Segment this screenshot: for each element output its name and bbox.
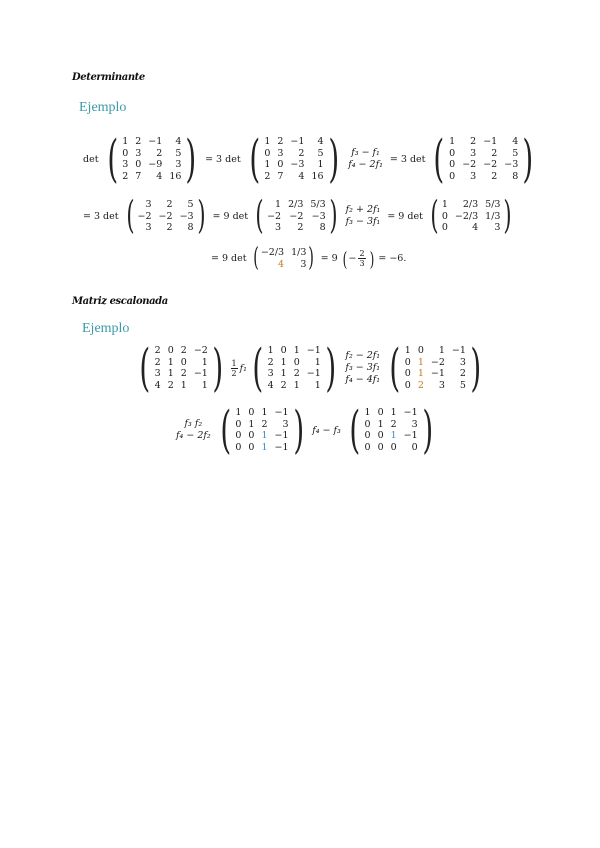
matrix-cell: 0 xyxy=(404,379,411,391)
matrix-cell: 5 xyxy=(459,379,466,391)
matrix-cell: −2 xyxy=(137,210,152,222)
matrix-cell: 2 xyxy=(264,170,271,182)
matrix-cell: 2 xyxy=(390,418,397,430)
matrix-cell: 1 xyxy=(438,345,445,356)
right-paren: ) xyxy=(329,193,338,238)
matrix-cell: 3 xyxy=(267,368,274,379)
equals-9det: = 9 det xyxy=(387,210,423,222)
matrix-cell: 7 xyxy=(135,170,142,182)
matrix-cell: 1 xyxy=(275,199,282,210)
matrix xyxy=(135,338,228,397)
matrix-cell: 0 xyxy=(167,345,174,356)
matrix-cell: −1 xyxy=(274,430,289,441)
matrix-cell: 8 xyxy=(319,222,326,233)
matrix-cell: −2 xyxy=(462,159,477,170)
example-label-1: Ejemplo xyxy=(79,100,127,115)
matrix-cell: 1 xyxy=(122,136,129,147)
row-op: f₃ − 3f₁ xyxy=(345,216,381,228)
row-op: f₄ − 2f₂ xyxy=(176,430,211,441)
matrix-cell: −3 xyxy=(504,159,519,170)
row-op: f₄ − 4f₁ xyxy=(345,374,381,385)
matrix-cell: 2 xyxy=(293,368,300,379)
matrix-cell: 0 xyxy=(280,345,287,356)
matrix-cell: −1 xyxy=(148,136,163,147)
matrix-cell: −9 xyxy=(148,159,163,170)
matrix-cell: −2 xyxy=(430,356,445,368)
matrix-cell: 1 xyxy=(261,430,268,441)
matrix-cell: 3 xyxy=(470,147,477,159)
matrix-cell: −2 xyxy=(289,210,304,222)
matrix-cell: 3 xyxy=(175,159,182,170)
matrix-cell: −2/3 xyxy=(260,247,285,258)
right-paren: ) xyxy=(308,243,315,273)
equals-9: = 9 xyxy=(320,253,338,264)
right-paren: ) xyxy=(503,193,513,238)
matrix-cell: 8 xyxy=(512,170,519,182)
matrix-cell: 2 xyxy=(154,356,161,368)
matrix-cell: 2 xyxy=(491,170,498,182)
matrix-cell: 1 xyxy=(235,407,242,418)
matrix-cell: 0 xyxy=(180,356,187,368)
matrix-cell: 1 xyxy=(264,136,271,147)
matrix-cell: 0 xyxy=(441,222,448,233)
matrix-cell: 1 xyxy=(377,418,384,430)
matrix-cell: −2 xyxy=(158,210,173,222)
matrix-cell: 0 xyxy=(135,159,142,170)
matrix-cell: 1 xyxy=(441,199,448,210)
right-paren: ) xyxy=(522,129,534,188)
matrix-cell: 1 xyxy=(248,418,255,430)
matrix-cell: 1 xyxy=(261,441,268,453)
matrix-cell: 4 xyxy=(156,170,163,182)
matrix-cell: 4 xyxy=(278,258,285,270)
matrix-cell: 1 xyxy=(293,379,300,391)
left-paren: ( xyxy=(252,243,259,273)
right-paren: ) xyxy=(422,400,433,459)
matrix-cell: 0 xyxy=(235,418,242,430)
matrix-cell: 0 xyxy=(449,170,456,182)
left-paren: ( xyxy=(389,338,401,397)
matrix-cell: 2 xyxy=(154,345,161,356)
matrix-cell: 5 xyxy=(317,147,324,159)
matrix-cell: 2 xyxy=(298,147,305,159)
matrix-cell: 2 xyxy=(180,368,187,379)
right-paren: ) xyxy=(292,400,304,459)
matrix-cell: 0 xyxy=(248,441,255,453)
matrix-cell: 3 xyxy=(438,379,445,391)
matrix-cell: 0 xyxy=(377,407,384,418)
matrix-cell: 2 xyxy=(180,345,187,356)
section-title-matriz-escalonada: Matriz escalonada xyxy=(72,296,168,307)
matrix-cell: 2 xyxy=(470,136,477,147)
section-title-determinante: Determinante xyxy=(72,72,145,83)
matrix-cell: 0 xyxy=(441,210,448,222)
matrix-cell: −3 xyxy=(290,159,305,170)
matrix-cell: 0 xyxy=(235,441,242,453)
matrix xyxy=(429,129,537,188)
matrix-cell: 1 xyxy=(201,356,208,368)
matrix-cell: 0 xyxy=(377,441,384,453)
matrix-cell: 0 xyxy=(390,441,397,453)
matrix-cell: 5/3 xyxy=(485,199,501,210)
left-paren: ( xyxy=(255,193,264,238)
matrix-cell: 2/3 xyxy=(288,199,304,210)
matrix-cell: 1 xyxy=(280,368,287,379)
matrix-cell: −3 xyxy=(179,210,194,222)
row-op: f₂ + 2f₁ xyxy=(345,204,381,216)
matrix-cell: 3 xyxy=(459,356,466,368)
matrix-cell: 0 xyxy=(122,147,129,159)
matrix-cell: 5 xyxy=(187,199,194,210)
matrix-cell: −1 xyxy=(306,368,321,379)
matrix-cell: −2/3 xyxy=(454,210,479,222)
matrix-cell: 3 xyxy=(300,258,307,270)
matrix-cell: −1 xyxy=(306,345,321,356)
matrix-cell: 1/3 xyxy=(485,210,501,222)
matrix-cell: 1 xyxy=(293,345,300,356)
left-paren: ( xyxy=(220,400,231,459)
matrix-cell: 1/3 xyxy=(291,247,307,258)
esc-equation-line-1 xyxy=(134,338,487,397)
row-op: f₄ − f₃ xyxy=(312,424,341,436)
matrix-cell: 3 xyxy=(154,368,161,379)
matrix-cell: 2 xyxy=(156,147,163,159)
matrix-cell: 3 xyxy=(122,159,129,170)
matrix-cell: 1 xyxy=(314,379,321,391)
matrix xyxy=(123,193,209,238)
row-ops xyxy=(176,418,211,442)
matrix-cell: −1 xyxy=(290,136,305,147)
matrix-cell: 16 xyxy=(311,170,324,182)
matrix-cell: 1 xyxy=(167,368,174,379)
matrix-cell: 0 xyxy=(411,441,418,453)
matrix-cell: −1 xyxy=(430,368,445,379)
det-equation-line-1 xyxy=(80,129,539,188)
matrix-cell: 0 xyxy=(235,430,242,441)
matrix xyxy=(248,338,341,397)
row-op: f₃ − f₁ xyxy=(351,147,380,158)
matrix-cell: −1 xyxy=(451,345,466,356)
matrix-cell: 1 xyxy=(364,407,371,418)
matrix xyxy=(345,400,438,459)
scale-row: f₁ xyxy=(239,362,247,374)
matrix-cell: 16 xyxy=(169,170,182,182)
equals-3det: = 3 det xyxy=(205,153,241,165)
matrix-cell: 3 xyxy=(494,222,501,233)
row-ops xyxy=(345,350,380,386)
equals-3det: = 3 det xyxy=(389,153,426,165)
left-paren: ( xyxy=(349,400,361,459)
matrix-cell: 0 xyxy=(449,159,456,170)
matrix-cell: 4 xyxy=(267,379,274,391)
equals-9det: = 9 det xyxy=(212,210,249,222)
matrix-cell: 0 xyxy=(248,407,255,418)
matrix-cell: 1 xyxy=(264,159,271,170)
row-op: f₃ f₂ xyxy=(184,418,203,429)
left-paren: ( xyxy=(433,129,445,188)
matrix-cell: −1 xyxy=(193,368,208,379)
matrix-cell: −1 xyxy=(274,407,289,418)
det-word: det xyxy=(83,153,99,165)
result: = −6. xyxy=(378,253,407,264)
matrix-cell: 4 xyxy=(298,170,305,182)
matrix-cell: −2 xyxy=(193,345,208,356)
matrix-cell: 1 xyxy=(180,379,187,391)
row-op: f₃ − 3f₁ xyxy=(345,362,381,373)
row-op: f₄ − 2f₁ xyxy=(348,159,383,170)
matrix-cell: 3 xyxy=(470,170,477,182)
matrix-cell: 2 xyxy=(135,136,142,147)
matrix-cell: 5 xyxy=(512,147,519,159)
matrix-cell: 2 xyxy=(166,199,173,210)
matrix-cell: 1 xyxy=(404,345,411,356)
matrix-cell: −2 xyxy=(483,159,498,170)
matrix-cell: 4 xyxy=(154,379,161,391)
matrix-cell: −2 xyxy=(267,210,282,222)
matrix-cell: 3 xyxy=(145,199,152,210)
matrix-cell: 1 xyxy=(449,136,456,147)
matrix-cell: 1 xyxy=(280,356,287,368)
matrix-cell: 2 xyxy=(277,136,284,147)
matrix-cell: −1 xyxy=(403,430,418,441)
matrix-cell: 1 xyxy=(261,407,268,418)
matrix-cell: 8 xyxy=(187,222,194,233)
matrix-cell: 0 xyxy=(364,430,371,441)
fraction: $\frac{2}{3}$ xyxy=(359,249,365,268)
matrix-cell: 0 xyxy=(364,418,371,430)
matrix-cell: −1 xyxy=(274,441,289,453)
matrix-cell: 1 xyxy=(390,407,397,418)
matrix-cell: 4 xyxy=(317,136,324,147)
matrix-cell: 4 xyxy=(175,136,182,147)
right-paren: ) xyxy=(196,193,206,238)
right-paren: ) xyxy=(325,338,336,397)
matrix-cell: 2 xyxy=(261,418,268,430)
matrix xyxy=(245,129,344,188)
matrix xyxy=(252,193,341,238)
esc-equation-line-2 xyxy=(172,400,438,459)
left-paren: ( xyxy=(249,129,260,188)
matrix-cell: 2 xyxy=(491,147,498,159)
right-paren: ) xyxy=(327,129,339,188)
matrix-cell: −1 xyxy=(403,407,418,418)
matrix xyxy=(251,243,317,273)
matrix-cell: −3 xyxy=(311,210,326,222)
matrix-cell: 1 xyxy=(314,356,321,368)
matrix-cell: 0 xyxy=(404,368,411,379)
right-paren: ) xyxy=(185,129,197,188)
matrix-cell: 0 xyxy=(449,147,456,159)
matrix-cell: 4 xyxy=(512,136,519,147)
matrix xyxy=(216,400,309,459)
matrix-cell: 0 xyxy=(264,147,271,159)
det-equation-line-3: = 9 det ( −2/3 1/3 4 3 ) = 9 ( − $\frac{2}{3}$ ) = −6. xyxy=(208,246,409,271)
matrix-cell: 2 xyxy=(267,356,274,368)
matrix-cell: 3 xyxy=(135,147,142,159)
matrix-cell: 0 xyxy=(293,356,300,368)
det-equation-line-2 xyxy=(80,193,516,238)
matrix-cell: 0 xyxy=(404,356,411,368)
matrix-cell: 2 xyxy=(417,379,424,391)
matrix-cell: 3 xyxy=(277,147,284,159)
left-paren: ( xyxy=(125,193,135,238)
right-paren: ) xyxy=(470,338,482,397)
matrix-cell: 1 xyxy=(417,368,424,379)
matrix-cell: 2 xyxy=(167,379,174,391)
right-paren: ) xyxy=(212,338,224,397)
matrix-cell: 1 xyxy=(317,159,324,170)
matrix-cell: 3 xyxy=(275,222,282,233)
matrix-cell: 2 xyxy=(166,222,173,233)
equals-3det: = 3 det xyxy=(83,210,119,222)
matrix-cell: 0 xyxy=(417,345,424,356)
matrix-cell: 1 xyxy=(201,379,208,391)
matrix-cell: 5 xyxy=(175,147,182,159)
scale-fraction: $\frac{1}{2}$ xyxy=(231,358,237,378)
matrix-cell: 5/3 xyxy=(310,199,326,210)
matrix-cell: 1 xyxy=(417,356,424,368)
left-paren: ( xyxy=(252,338,264,397)
matrix-cell: 1 xyxy=(267,345,274,356)
matrix-cell: 3 xyxy=(145,222,152,233)
matrix-cell: 2/3 xyxy=(462,199,479,210)
left-paren: ( xyxy=(430,193,439,238)
equals-9det: = 9 det xyxy=(211,253,247,264)
matrix-cell: −1 xyxy=(483,136,498,147)
matrix xyxy=(427,193,516,238)
matrix-cell: 4 xyxy=(472,222,479,233)
matrix-cell: 2 xyxy=(459,368,466,379)
matrix-cell: 3 xyxy=(411,418,418,430)
row-op: f₂ − 2f₁ xyxy=(345,350,381,361)
matrix-cell: 1 xyxy=(390,430,397,441)
matrix-cell: 2 xyxy=(122,170,129,182)
matrix xyxy=(103,129,202,188)
left-paren: ( xyxy=(139,338,151,397)
left-paren: ( xyxy=(106,129,118,188)
row-ops xyxy=(348,147,383,171)
matrix-cell: 7 xyxy=(277,170,284,182)
example-label-2: Ejemplo xyxy=(82,321,130,336)
row-ops xyxy=(346,204,381,228)
matrix-cell: 0 xyxy=(364,441,371,453)
matrix-cell: 0 xyxy=(248,430,255,441)
matrix-cell: 0 xyxy=(277,159,284,170)
matrix-cell: 2 xyxy=(297,222,304,233)
matrix-cell: 1 xyxy=(167,356,174,368)
matrix-cell: 2 xyxy=(280,379,287,391)
matrix xyxy=(385,338,485,397)
matrix-cell: 3 xyxy=(282,418,289,430)
matrix-cell: 0 xyxy=(377,430,384,441)
